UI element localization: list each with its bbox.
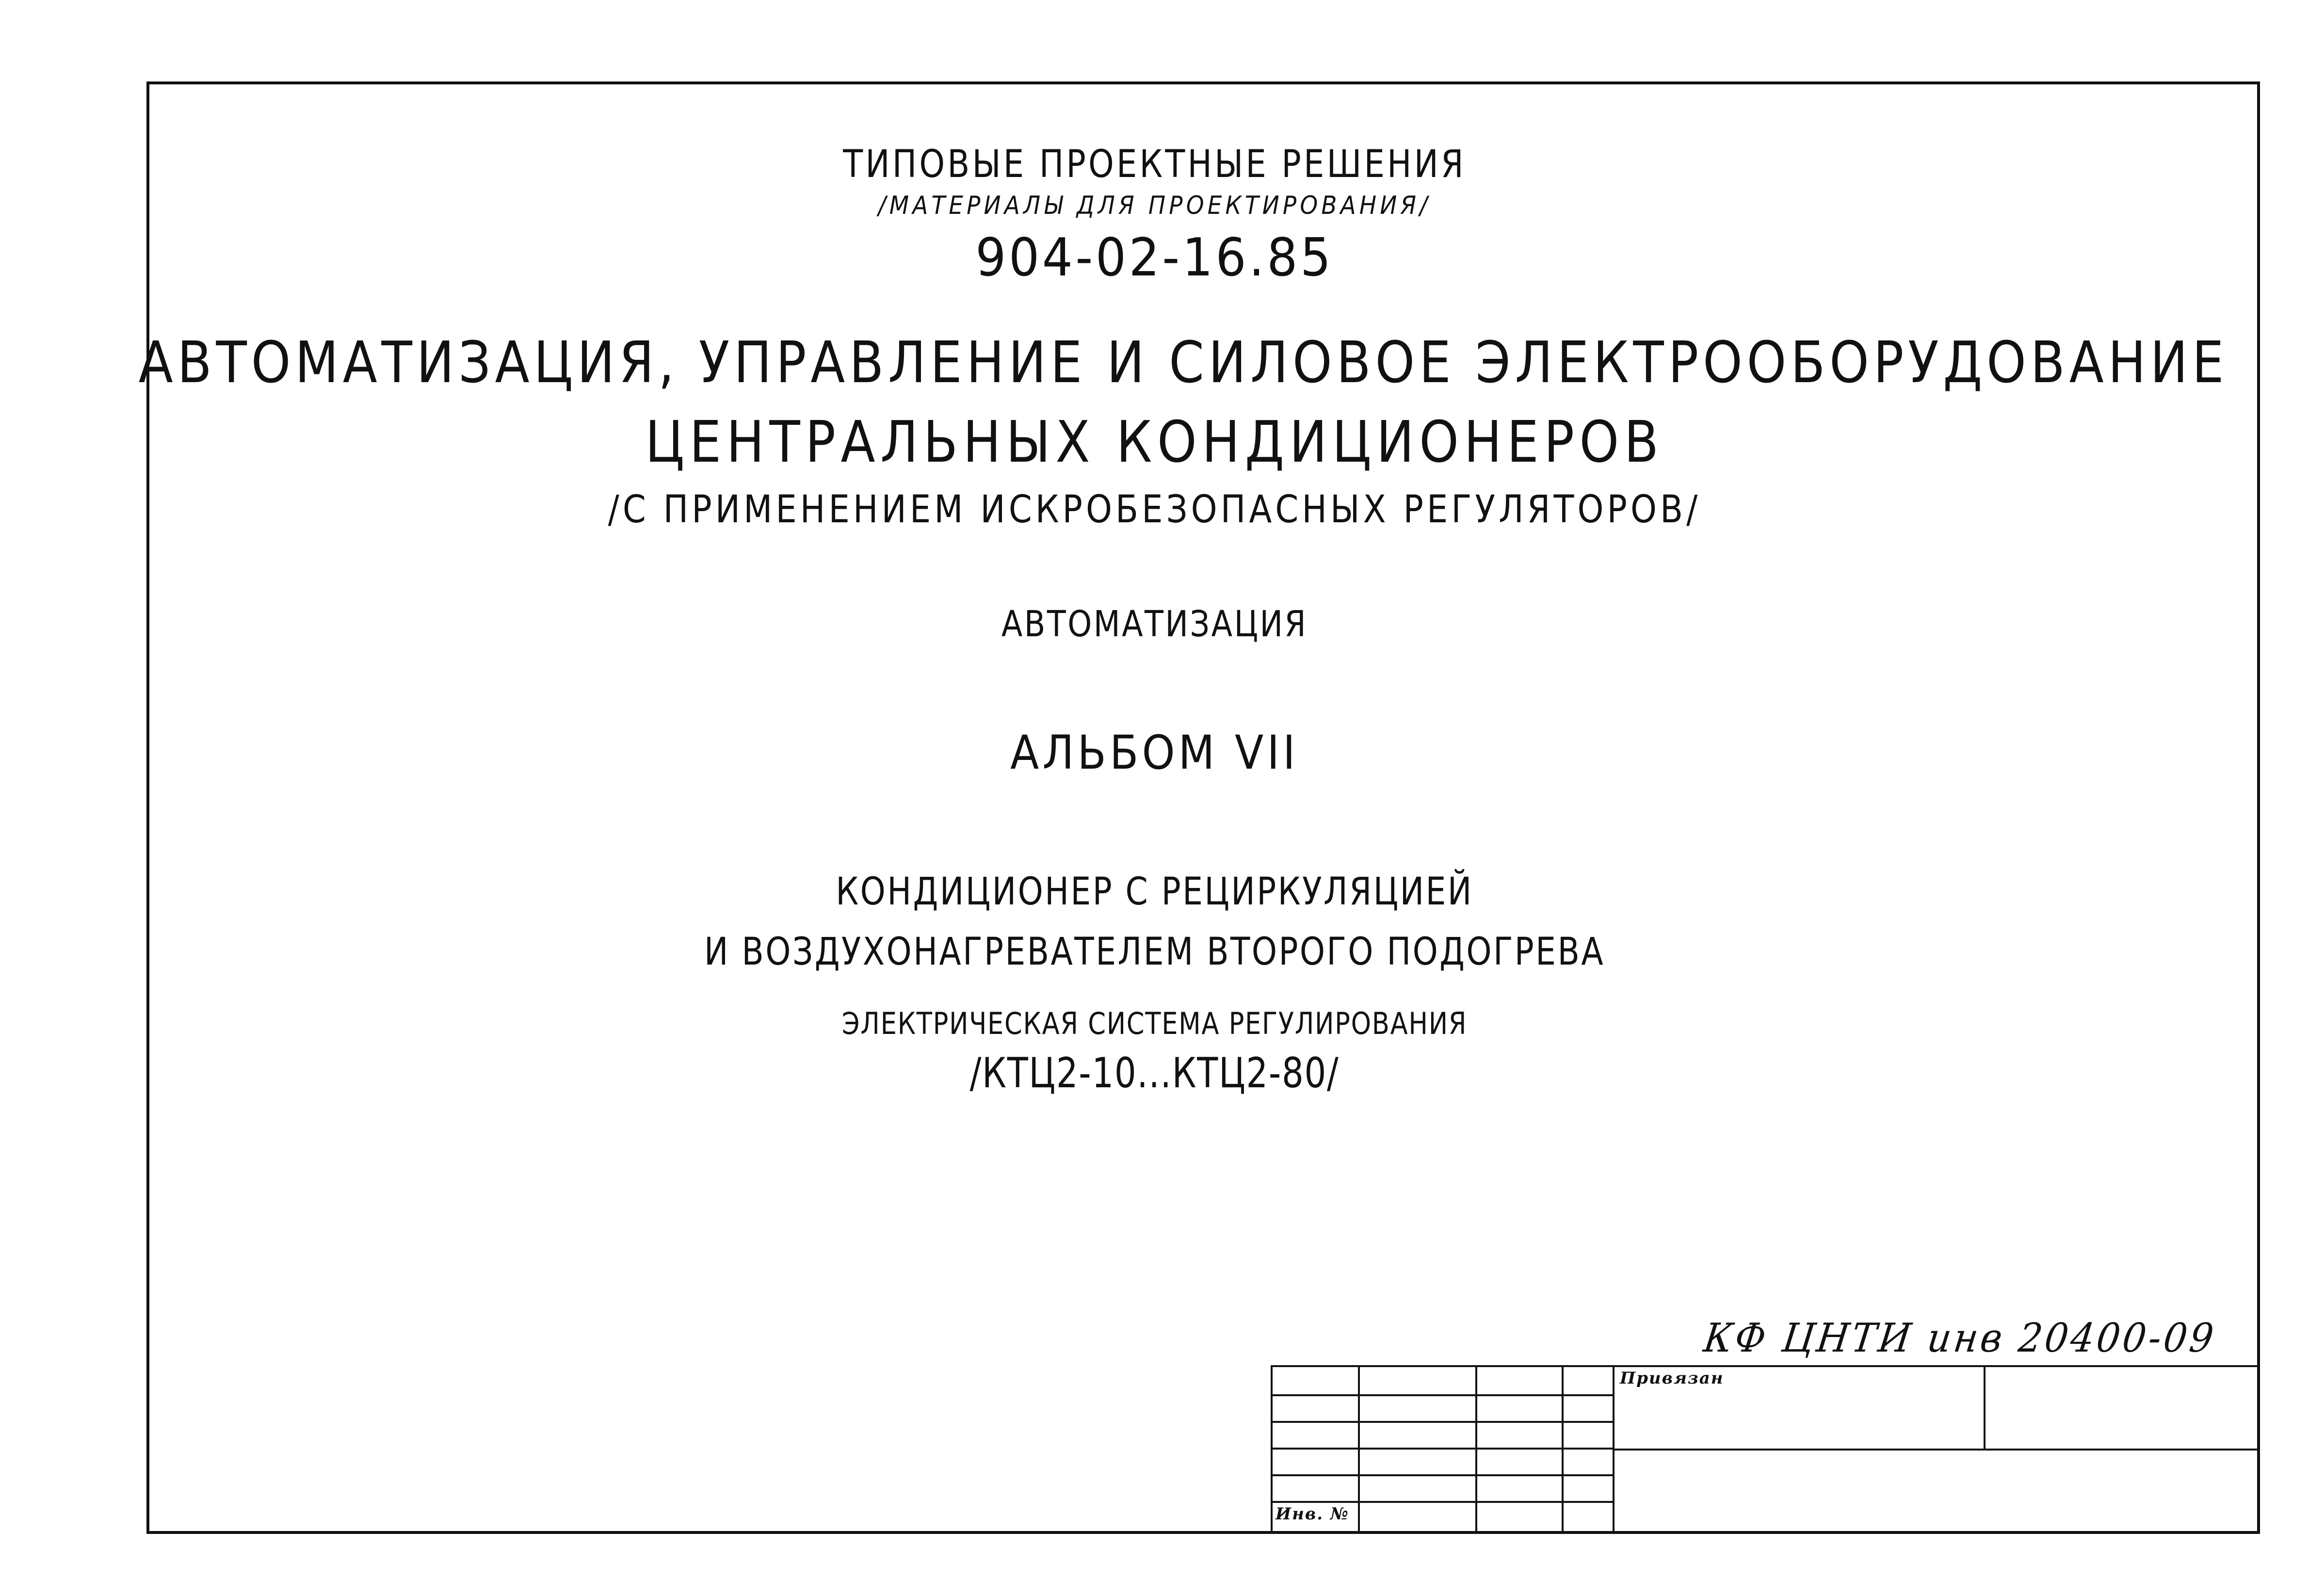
stamp-grid-row [1271,1501,1613,1503]
stamp-grid-divider [1475,1365,1477,1534]
inventory-number-label: Инв. № [1276,1504,1349,1524]
stamp-left-border [1271,1365,1273,1534]
album-title: АЛЬБОМ VII [1010,725,1299,780]
subject-line-1: КОНДИЦИОНЕР С РЕЦИРКУЛЯЦИЕЙ [836,870,1473,914]
series-subtitle: /МАТЕРИАЛЫ ДЛЯ ПРОЕКТИРОВАНИЯ/ [878,191,1431,220]
stamp-right-row [1613,1449,2260,1451]
series-title: ТИПОВЫЕ ПРОЕКТНЫЕ РЕШЕНИЯ [843,143,1466,186]
stamp-grid-row [1271,1474,1613,1476]
main-title-line-1: АВТОМАТИЗАЦИЯ, УПРАВЛЕНИЕ И СИЛОВОЕ ЭЛЕКТРООБОРУДОВАНИЕ [138,329,2228,396]
system-title: ЭЛЕКТРИЧЕСКАЯ СИСТЕМА РЕГУЛИРОВАНИЯ [841,1006,1468,1041]
title-block-stamp [1271,1365,2260,1534]
bound-label: Привязан [1620,1369,1724,1388]
stamp-grid-row [1271,1421,1613,1423]
main-title-line-3: /С ПРИМЕНЕНИЕМ ИСКРОБЕЗОПАСНЫХ РЕГУЛЯТОРОВ/ [608,488,1701,532]
stamp-grid-divider [1358,1365,1360,1534]
subject-line-2: И ВОЗДУХОНАГРЕВАТЕЛЕМ ВТОРОГО ПОДОГРЕВА [704,930,1605,974]
handwritten-archive-code: КФ ЦНТИ инв 20400-09 [1701,1315,2219,1361]
section-title: АВТОМАТИЗАЦИЯ [1001,603,1308,645]
stamp-grid-row [1271,1394,1613,1396]
stamp-right-divider [1984,1365,1986,1449]
stamp-top-border [1271,1365,2260,1367]
project-code: 904-02-16.85 [975,227,1334,288]
stamp-grid-row [1271,1448,1613,1450]
models-range: /КТЦ2-10...КТЦ2-80/ [969,1049,1340,1097]
stamp-grid-divider [1562,1365,1564,1534]
main-title-line-2: ЦЕНТРАЛЬНЫХ КОНДИЦИОНЕРОВ [645,408,1664,475]
